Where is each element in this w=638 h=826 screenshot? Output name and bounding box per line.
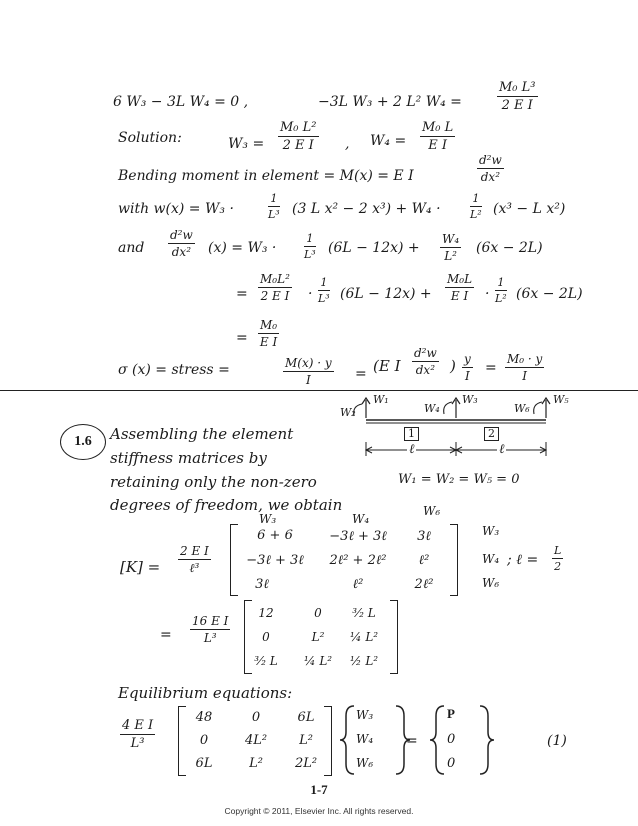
one-over-L2-fraction (495, 276, 507, 305)
matrix-cell: 6 + 6 (257, 528, 293, 543)
fraction-denominator: E I (450, 289, 469, 303)
dot: · (308, 286, 313, 302)
matrix-cell: 2ℓ² (414, 577, 434, 592)
w5-label: W₅ (553, 393, 569, 406)
problem-number-badge: 1.6 (60, 424, 106, 460)
K2-coefficient (190, 614, 230, 645)
equals-sign: = (236, 330, 248, 346)
with-middle: (3 L x² − 2 x³) + W₄ · (292, 201, 441, 217)
fraction-numerator: M₀ L³ (499, 80, 536, 95)
matrix-cell: 3ℓ (255, 577, 269, 592)
fraction-numerator: 2 E I (180, 544, 209, 558)
M0y-over-I-fraction (505, 352, 544, 383)
fraction-denominator: L³ (318, 292, 330, 305)
fraction-numerator: 1 (268, 192, 280, 207)
and-end: (6x − 2L) (476, 240, 543, 256)
w3-label: W₃ (462, 393, 478, 406)
with-text: with w(x) = W₃ · (118, 201, 234, 217)
matrix-cell: 3ℓ (417, 529, 431, 544)
fraction-denominator: I (465, 369, 470, 383)
paren-EI: (E I (373, 357, 401, 375)
equals-sign: = (236, 286, 248, 302)
and-middle: (6L − 12x) + (328, 240, 420, 256)
ell-label-2: ℓ (499, 442, 505, 457)
M0L-over-EI-fraction (445, 272, 474, 303)
col-head-w3: W₃ (259, 512, 277, 526)
w4-label: W₄ (424, 402, 440, 415)
solution-label: Solution: (118, 130, 182, 146)
fraction-denominator: L² (495, 292, 507, 305)
eq2-middle: (6L − 12x) + (340, 286, 432, 302)
matrix-cell: L² (249, 756, 263, 771)
fraction-denominator: 2 (554, 560, 562, 573)
matrix-cell: ³⁄₂ L (254, 654, 278, 668)
fraction-numerator: L (554, 544, 562, 557)
boundary-conditions: W₁ = W₂ = W₅ = 0 (398, 472, 520, 487)
fraction-denominator: dx² (415, 363, 436, 377)
w3-label: W₃ = (228, 136, 265, 152)
and-after: (x) = W₃ · (208, 240, 277, 256)
d2w-dx2-fraction (412, 346, 439, 377)
element-1-label (404, 427, 419, 441)
w4-label: W₄ = (370, 133, 407, 149)
equation-rhs-fraction (497, 80, 538, 113)
vector-entry: W₃ (356, 708, 374, 722)
fraction-denominator: L³ (130, 736, 145, 751)
equilibrium-coefficient (120, 718, 155, 751)
equation-left: 6 W₃ − 3L W₄ = 0 , (113, 94, 249, 110)
row-head-w6: W₆ (482, 576, 500, 590)
dot: · (485, 286, 490, 302)
element-1-box: 1 (404, 427, 419, 441)
one-over-L3-fraction (304, 232, 316, 261)
fraction-numerator: 1 (304, 232, 316, 247)
statement-line-2: stiffness matrices by (110, 449, 267, 467)
fraction-numerator: M₀ L² (280, 120, 317, 135)
vector-entry: W₆ (356, 756, 374, 770)
fraction-numerator: M₀ · y (507, 352, 543, 366)
vector-entry: W₄ (356, 732, 374, 746)
statement-line-1: Assembling the element (110, 425, 294, 443)
matrix-cell: L² (299, 733, 313, 748)
w3-fraction (278, 120, 319, 153)
matrix-cell: −3ℓ + 3ℓ (246, 553, 304, 568)
y-over-I-fraction (462, 352, 473, 383)
matrix-cell: ³⁄₂ L (352, 606, 376, 620)
matrix-cell: 6L (297, 710, 315, 725)
fraction-denominator: L² (470, 208, 482, 221)
bending-text: Bending moment in element = M(x) = E I (118, 168, 414, 184)
fraction-numerator: M₀ (260, 318, 278, 332)
col-head-w4: W₄ (352, 512, 370, 526)
w4-fraction (420, 120, 455, 153)
beam-sketch (330, 392, 580, 462)
matrix-cell: 48 (195, 710, 213, 725)
fraction-denominator: 2 E I (501, 98, 533, 113)
fraction-numerator: 1 (495, 276, 507, 291)
one-over-L2-fraction (470, 192, 482, 221)
vector-entry: P (447, 706, 455, 721)
element-2-box: 2 (484, 427, 499, 441)
fraction-denominator: I (522, 369, 528, 383)
equation-middle: −3L W₃ + 2 L² W₄ = (318, 94, 462, 110)
col-head-w6: W₆ (423, 504, 441, 518)
paren-close: ) (450, 357, 456, 375)
ell-fraction (552, 544, 563, 573)
Mxy-over-I-fraction (283, 356, 334, 387)
vector-entry: 0 (447, 756, 456, 771)
ell-label-1: ℓ (409, 442, 415, 457)
d2w-dx2-fraction (168, 228, 195, 259)
copyright-notice: Copyright © 2011, Elsevier Inc. All rights reserved. (224, 806, 414, 816)
matrix-cell: 12 (258, 606, 274, 620)
equals-sign: = (485, 360, 497, 376)
matrix-cell: 2L² (294, 756, 318, 771)
one-over-L3-fraction (268, 192, 280, 221)
section-divider (0, 390, 638, 391)
fraction-denominator: E I (259, 335, 278, 349)
matrix-cell: 4L² (244, 733, 268, 748)
fraction-denominator: L² (444, 249, 457, 263)
matrix-cell: 6L (195, 756, 213, 771)
fraction-numerator: 16 E I (192, 614, 229, 628)
vector-entry: 0 (447, 732, 456, 747)
fraction-numerator: M₀L² (260, 272, 290, 286)
M0-over-EI-fraction (258, 318, 279, 349)
matrix-cell: ℓ² (418, 553, 430, 568)
fraction-denominator: L³ (268, 208, 280, 221)
d2w-dx2-fraction (477, 153, 504, 184)
matrix-cell: L² (311, 630, 325, 644)
fraction-denominator: 2 E I (260, 289, 290, 303)
matrix-cell: 0 (199, 733, 209, 748)
matrix-cell: 2ℓ² + 2ℓ² (329, 553, 387, 568)
matrix-cell: −3ℓ + 3ℓ (329, 529, 387, 544)
fraction-numerator: d²w (170, 228, 193, 242)
matrix-cell: ¼ L² (303, 654, 333, 668)
fraction-numerator: W₄ (442, 232, 460, 246)
with-end: (x³ − L x²) (493, 201, 566, 217)
fraction-denominator: dx² (480, 170, 501, 184)
fraction-denominator: ℓ³ (189, 561, 200, 575)
equation-number: (1) (547, 733, 567, 749)
row-head-w4: W₄ (482, 552, 500, 566)
equals-sign: = (406, 733, 418, 749)
matrix-cell: 0 (251, 710, 261, 725)
eq2-end: (6x − 2L) (516, 286, 583, 302)
matrix-cell: ¼ L² (349, 630, 379, 644)
fraction-numerator: 1 (470, 192, 482, 207)
fraction-numerator: M₀ L (422, 120, 454, 135)
fraction-numerator: 4 E I (122, 718, 154, 733)
element-2-label (484, 427, 499, 441)
w1-label: W₁ (373, 393, 389, 406)
equals-sign: = (160, 627, 172, 643)
W4-over-L2-fraction (440, 232, 461, 263)
statement-line-4: degrees of freedom, we obtain (110, 496, 343, 514)
fraction-numerator: d²w (414, 346, 437, 360)
and-label: and (118, 240, 145, 256)
fraction-numerator: 1 (318, 276, 330, 291)
fraction-denominator: L³ (203, 631, 217, 645)
fraction-denominator: 2 E I (282, 138, 314, 153)
fraction-denominator: I (305, 373, 311, 387)
matrix-cell: ½ L² (349, 654, 379, 668)
fraction-numerator: y (464, 352, 471, 366)
M0L2-over-2EI-fraction (258, 272, 292, 303)
row-head-w3: W₃ (482, 524, 500, 538)
one-over-L3-fraction (318, 276, 330, 305)
statement-line-3: retaining only the non-zero (110, 473, 317, 491)
matrix-cell: 0 (314, 606, 322, 620)
matrix-cell: ℓ² (352, 577, 364, 592)
equilibrium-label: Equilibrium equations: (118, 684, 293, 702)
K-label: [K] = (120, 558, 161, 576)
matrix-cell: 0 (262, 630, 270, 644)
sigma-text: σ (x) = stress = (118, 362, 230, 378)
fraction-numerator: M₀L (447, 272, 473, 286)
fraction-denominator: E I (428, 138, 448, 153)
fraction-numerator: M(x) · y (285, 356, 332, 370)
fraction-numerator: d²w (479, 153, 502, 167)
page-number: 1-7 (310, 782, 328, 797)
ell-definition: ; ℓ = (507, 552, 539, 568)
K-right-bracket (450, 524, 458, 596)
comma: , (345, 136, 350, 152)
w2-label: W₂ (340, 406, 356, 419)
equals-sign: = (355, 366, 367, 382)
w6-label: W₆ (514, 402, 530, 415)
K-coefficient (178, 544, 211, 576)
fraction-denominator: dx² (171, 245, 192, 259)
fraction-denominator: L³ (304, 248, 316, 261)
